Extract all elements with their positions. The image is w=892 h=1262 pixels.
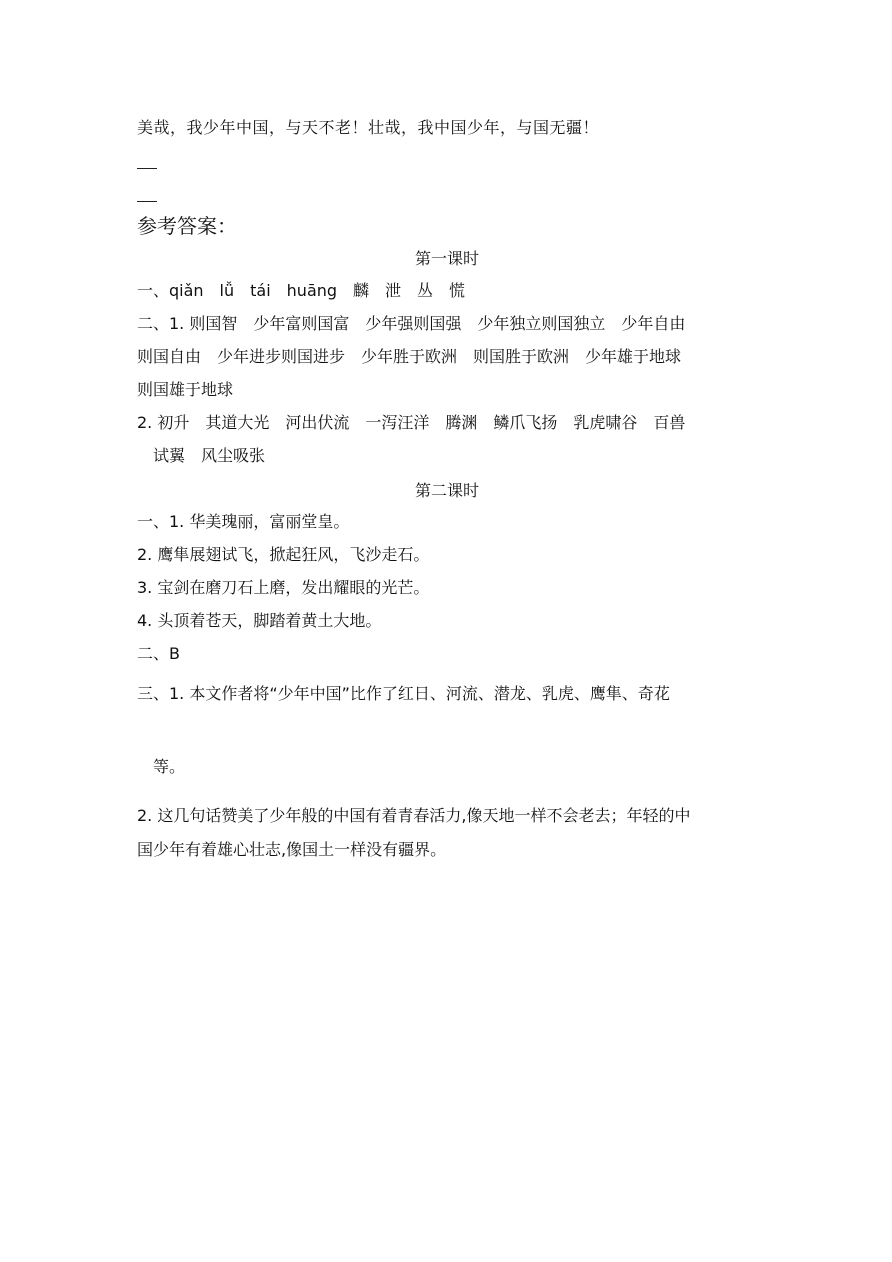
lesson1-q1: 一、qiǎn lǚ tái huāng 麟 泄 丛 慌: [137, 281, 466, 300]
lesson2-q3-1-line2: 等。: [137, 757, 186, 776]
lesson1-q2-2-line1: 2. 初升 其道大光 河出伏流 一泻汪洋 腾渊 鳞爪飞扬 乳虎啸谷 百兽: [137, 413, 686, 432]
lesson2-title: 第二课时: [414, 481, 479, 500]
lesson2-q1-2: 2. 鹰隼展翅试飞，掀起狂风，飞沙走石。: [137, 545, 430, 564]
lesson2-q3-2-line1: 2. 这几句话赞美了少年般的中国有着青春活力,像天地一样不会老去；年轻的中: [137, 806, 691, 825]
blank-line-2: [137, 201, 157, 202]
lesson1-q2-line1: 二、1. 则国智 少年富则国富 少年强则国强 少年独立则国独立 少年自由: [137, 314, 686, 333]
lesson2-q1-4: 4. 头顶着苍天，脚踏着黄土大地。: [137, 611, 382, 630]
lesson2-q2: 二、B: [137, 644, 180, 663]
lesson1-q2-line2: 则国自由 少年进步则国进步 少年胜于欧洲 则国胜于欧洲 少年雄于地球: [137, 347, 682, 366]
blank-line-1: [137, 168, 157, 169]
lesson2-q1-3: 3. 宝剑在磨刀石上磨，发出耀眼的光芒。: [137, 578, 430, 597]
answers-title: 参考答案：: [137, 214, 237, 238]
lesson1-q2-line3: 则国雄于地球: [137, 380, 234, 399]
quote-line: 美哉，我少年中国，与天不老！壮哉，我中国少年，与国无疆！: [137, 118, 600, 137]
lesson2-q3-2-line2: 国少年有着雄心壮志,像国土一样没有疆界。: [137, 840, 447, 859]
lesson2-q1-1: 一、1. 华美瑰丽，富丽堂皇。: [137, 512, 350, 531]
lesson1-title: 第一课时: [414, 249, 479, 268]
lesson1-q2-2-line2: 试翼 风尘吸张: [137, 446, 266, 465]
lesson2-q3-1-line1: 三、1. 本文作者将“少年中国”比作了红日、河流、潜龙、乳虎、鹰隼、奇花: [137, 684, 670, 703]
